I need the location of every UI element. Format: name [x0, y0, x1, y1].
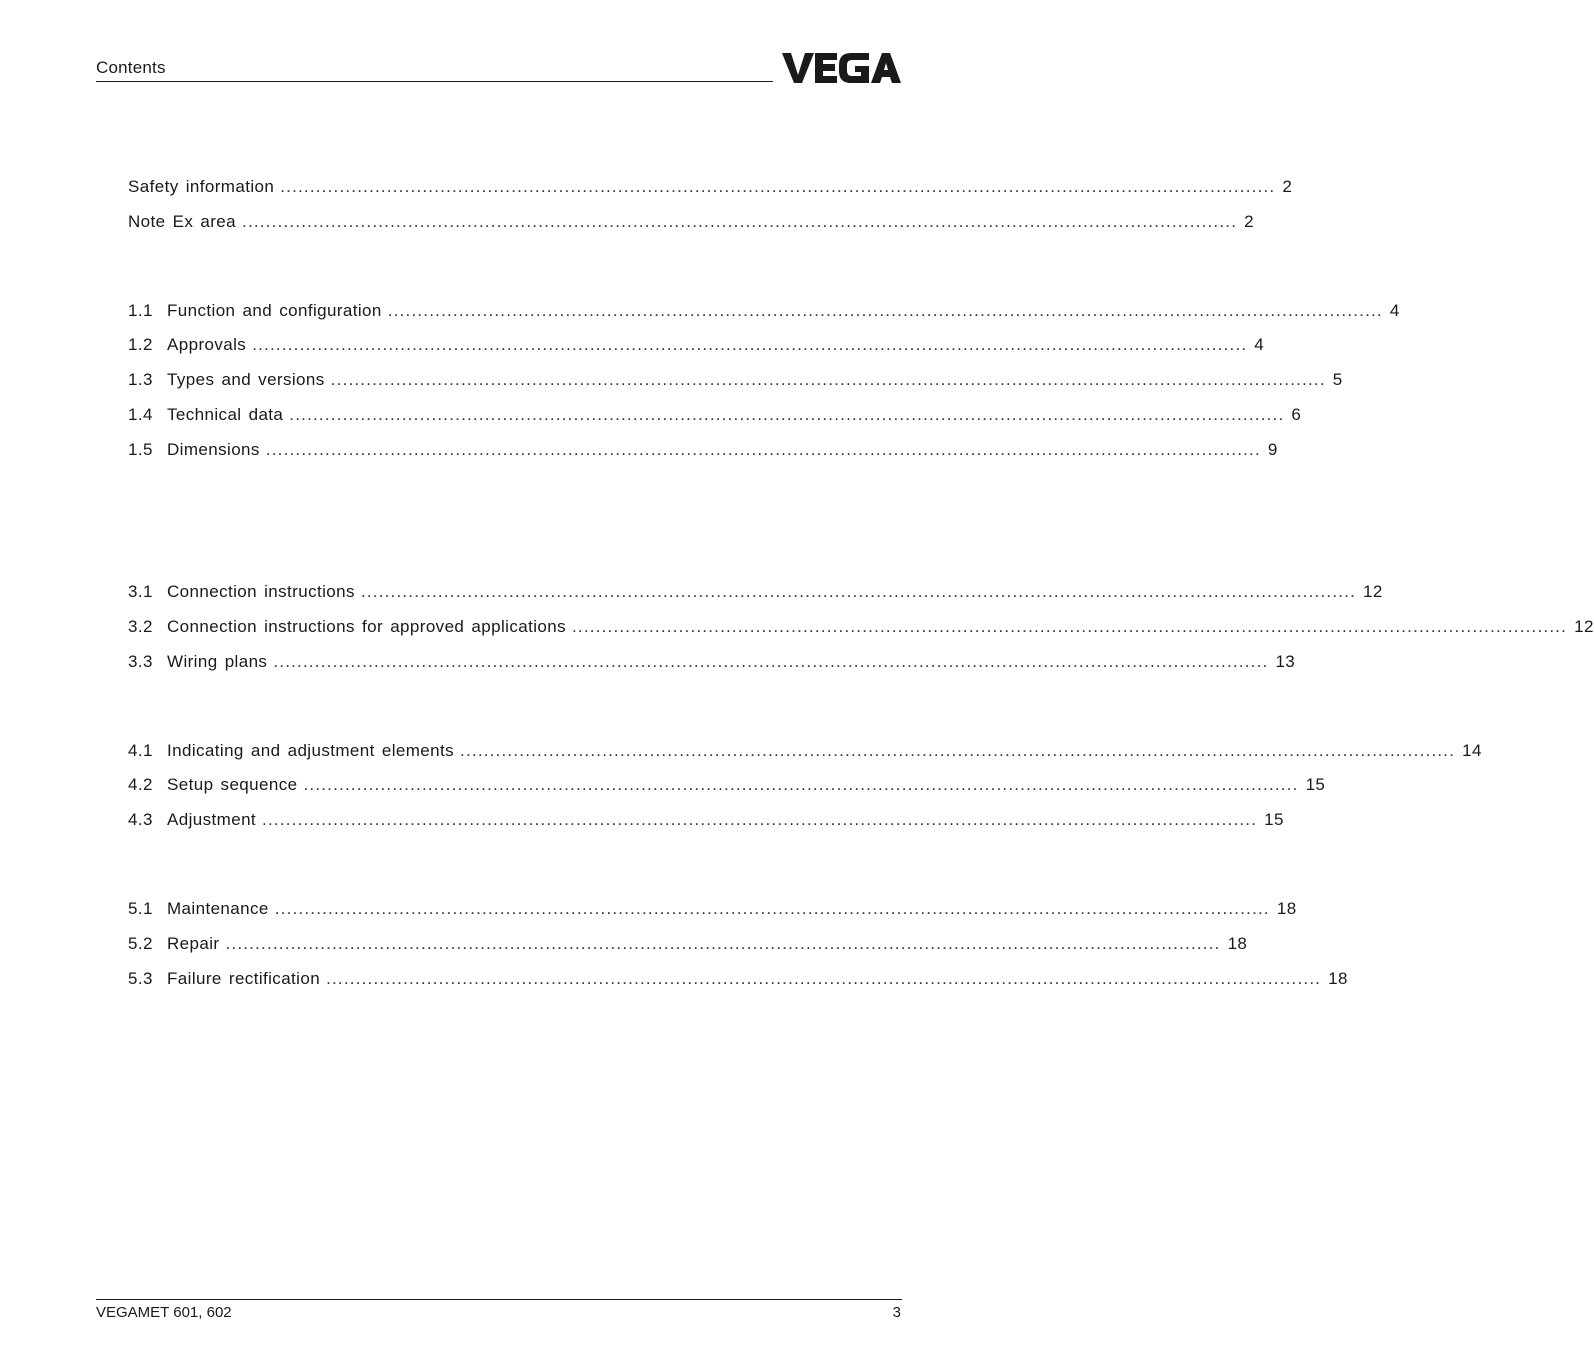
- toc-entry-title: Connection instructions: [167, 582, 355, 601]
- header-divider: [96, 81, 773, 82]
- toc-entry-page: 14: [1462, 741, 1482, 760]
- footer-divider: [96, 1299, 902, 1300]
- toc-entry-number: 1.2: [128, 335, 153, 354]
- toc-dot-leader: ........................................................................................................................................................................: [242, 212, 1238, 231]
- toc-entry-title: Connection instructions for approved applications: [167, 617, 566, 636]
- toc-entry-page: 13: [1275, 652, 1296, 671]
- toc-dot-leader: ........................................................................................................................................................................: [572, 617, 1568, 636]
- toc-entry-1-3[interactable]: [128, 370, 1343, 394]
- toc-dot-leader: ........................................................................................................................................................................: [326, 969, 1322, 988]
- toc-entry-safety-information[interactable]: [128, 177, 1293, 201]
- toc-entry-title: Failure rectification: [167, 969, 321, 988]
- toc-entry-title: Setup sequence: [167, 775, 298, 794]
- toc-dot-leader: ........................................................................................................................................................................: [303, 775, 1299, 794]
- footer-page-number: 3: [892, 1304, 901, 1321]
- toc-entry-page: 2: [1282, 177, 1293, 196]
- toc-dot-leader: ........................................................................................................................................................................: [274, 899, 1270, 918]
- toc-entry-number: 4.2: [128, 775, 153, 794]
- toc-entry-note-ex-area[interactable]: [128, 212, 1254, 236]
- toc-dot-leader: ........................................................................................................................................................................: [289, 405, 1285, 424]
- toc-entry-title: Technical data: [167, 405, 284, 424]
- toc-entry-number: 3.3: [128, 652, 153, 671]
- toc-entry-title: Approvals: [167, 335, 247, 354]
- footer-product-name: VEGAMET 601, 602: [96, 1304, 232, 1321]
- toc-dot-leader: ........................................................................................................................................................................: [460, 741, 1456, 760]
- toc-entry-page: 12: [1574, 617, 1594, 636]
- toc-entry-title: Note Ex area: [128, 212, 237, 231]
- toc-entry-3-3[interactable]: [128, 652, 1296, 676]
- toc-entry-page: 18: [1276, 899, 1297, 918]
- toc-entry-5-1[interactable]: [128, 899, 1297, 923]
- toc-entry-page: 5: [1332, 370, 1343, 389]
- toc-entry-page: 18: [1328, 969, 1348, 988]
- toc-entry-number: 4.1: [128, 741, 153, 760]
- toc-entry-page: 6: [1291, 405, 1302, 424]
- toc-dot-leader: ........................................................................................................................................................................: [360, 582, 1357, 601]
- toc-entry-page: 12: [1363, 582, 1383, 601]
- toc-entry-1-5[interactable]: [128, 440, 1278, 464]
- toc-entry-number: 1.3: [128, 370, 153, 389]
- toc-entry-number: 1.1: [128, 301, 153, 320]
- toc-dot-leader: ........................................................................................................................................................................: [262, 810, 1258, 829]
- toc-entry-title: Repair: [167, 934, 220, 953]
- toc-dot-leader: ........................................................................................................................................................................: [265, 440, 1261, 459]
- toc-entry-page: 4: [1389, 301, 1400, 320]
- toc-entry-number: 1.5: [128, 440, 153, 459]
- toc-dot-leader: ........................................................................................................................................................................: [225, 934, 1221, 953]
- toc-dot-leader: ........................................................................................................................................................................: [387, 301, 1383, 320]
- toc-dot-leader: ........................................................................................................................................................................: [252, 335, 1248, 354]
- page-header-title: Contents: [96, 58, 166, 77]
- toc-entry-title: Types and versions: [167, 370, 325, 389]
- toc-entry-title: Function and configuration: [167, 301, 382, 320]
- vega-logo: [782, 50, 902, 86]
- toc-entry-1-1[interactable]: [128, 301, 1400, 325]
- toc-entry-number: 3.2: [128, 617, 153, 636]
- toc-entry-title: Safety information: [128, 177, 275, 196]
- toc-entry-number: 1.4: [128, 405, 153, 424]
- toc-entry-1-4[interactable]: [128, 405, 1302, 429]
- toc-entry-number: 5.2: [128, 934, 153, 953]
- toc-entry-number: 4.3: [128, 810, 153, 829]
- toc-entry-1-2[interactable]: [128, 335, 1265, 359]
- toc-entry-number: 5.3: [128, 969, 153, 988]
- toc-entry-page: 15: [1305, 775, 1326, 794]
- toc-entry-4-3[interactable]: [128, 810, 1284, 834]
- toc-dot-leader: ........................................................................................................................................................................: [273, 652, 1269, 671]
- toc-entry-title: Indicating and adjustment elements: [167, 741, 455, 760]
- toc-entry-5-3[interactable]: [128, 969, 1348, 993]
- toc-entry-page: 4: [1254, 335, 1265, 354]
- toc-dot-leader: ........................................................................................................................................................................: [330, 370, 1326, 389]
- toc-entry-page: 15: [1264, 810, 1284, 829]
- toc-entry-page: 18: [1227, 934, 1248, 953]
- toc-entry-5-2[interactable]: [128, 934, 1248, 958]
- toc-entry-title: Adjustment: [167, 810, 257, 829]
- toc-entry-3-2[interactable]: [128, 617, 1594, 641]
- toc-entry-title: Wiring plans: [167, 652, 268, 671]
- toc-entry-4-2[interactable]: [128, 775, 1326, 799]
- toc-entry-title: Maintenance: [167, 899, 269, 918]
- toc-dot-leader: ........................................................................................................................................................................: [280, 177, 1276, 196]
- toc-entry-title: Dimensions: [167, 440, 260, 459]
- toc-entry-3-1[interactable]: [128, 582, 1383, 606]
- toc-entry-4-1[interactable]: [128, 741, 1482, 765]
- toc-entry-page: 9: [1267, 440, 1278, 459]
- toc-entry-page: 2: [1244, 212, 1254, 231]
- toc-entry-number: 3.1: [128, 582, 153, 601]
- toc-entry-number: 5.1: [128, 899, 153, 918]
